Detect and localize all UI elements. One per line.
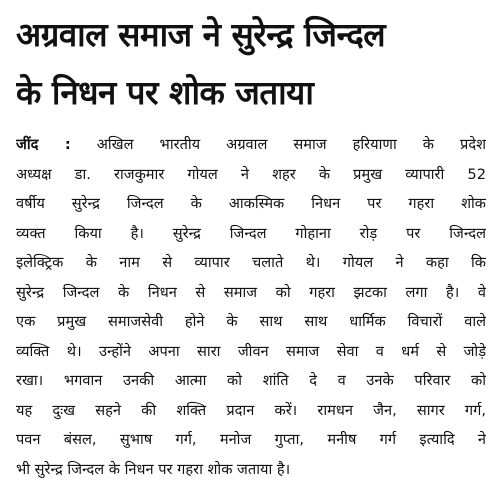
body-line: पवन बंसल, सुभाष गर्ग, मनोज गुप्ता, मनीष गर्ग इत्यादि ने bbox=[16, 431, 486, 448]
headline-line: अग्रवाल समाज ने सुरेन्द्र जिन्दल bbox=[16, 15, 386, 54]
body-line: यह दुःख सहने की शक्ति प्रदान करें। रामधन जैन, सागर गर्ग, bbox=[16, 401, 486, 419]
body-line: अध्यक्ष डा. राजकुमार गोयल ने शहर के प्रमुख व्यापारी 52 bbox=[16, 165, 486, 183]
body-line: सुरेन्द्र जिन्दल के निधन से समाज को गहरा झटका लगा है। वे bbox=[16, 283, 486, 301]
body-line: व्यक्ति थे। उन्होंने अपना सारा जीवन समाज सेवा व धर्म से जोड़े bbox=[16, 342, 486, 360]
dateline: जींद : bbox=[16, 136, 71, 153]
body-line bbox=[16, 130, 486, 160]
body-line: इलेक्ट्रिक के नाम से व्यापार चलाते थे। गोयल ने कहा कि bbox=[16, 254, 486, 271]
body-line: भी सुरेन्द्र जिन्दल के निधन पर गहरा शोक जताया है। bbox=[16, 460, 291, 478]
body-line: रखा। भगवान उनकी आत्मा को शांति दे व उनके परिवार को bbox=[16, 372, 486, 389]
body-line: एक प्रमुख समाजसेवी होने के साथ साथ धार्मिक विचारों वाले bbox=[16, 313, 486, 330]
body-line: व्यक्त किया है। सुरेन्द्र जिन्दल गोहाना रोड़ पर जिन्दल bbox=[16, 224, 486, 242]
body-line: वर्षीय सुरेन्द्र जिन्दल के आकस्मिक निधन पर गहरा शोक bbox=[16, 195, 486, 212]
headline-line: के निधन पर शोक जताया bbox=[16, 73, 314, 112]
body-line-text: अखिल भारतीय अग्रवाल समाज हरियाणा के प्रदेश bbox=[96, 136, 486, 153]
article-headline bbox=[16, 6, 486, 122]
article-body bbox=[16, 130, 486, 484]
